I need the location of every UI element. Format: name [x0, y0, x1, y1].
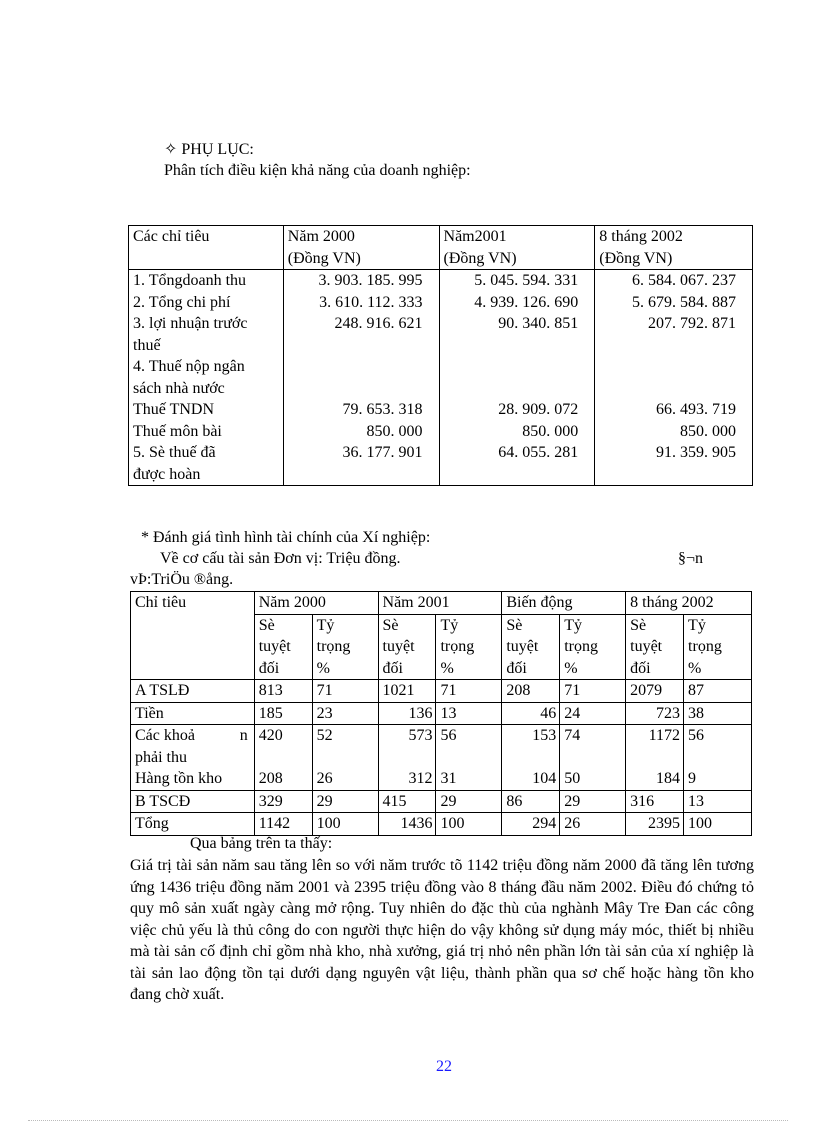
subheader-line: đối	[506, 659, 527, 677]
row-value: 6. 584. 067. 237	[595, 270, 753, 292]
asset-structure-table	[130, 591, 752, 836]
row-value: 100	[312, 813, 378, 836]
income-table-header-row	[129, 226, 753, 270]
diamond-outline-icon: ✧	[164, 141, 178, 158]
row-value	[439, 464, 595, 486]
row-value: 56	[436, 725, 502, 769]
row-label: 2. Tổng chi phí	[129, 292, 284, 314]
row-value	[439, 335, 595, 357]
row-label: được hoàn	[129, 464, 284, 486]
row-value	[595, 356, 753, 378]
subheader-line: %	[440, 659, 454, 677]
row-value: 4. 939. 126. 690	[439, 292, 595, 314]
evaluation-title: * Đánh giá tình hình tài chính của Xí nghiệp:	[141, 529, 431, 546]
row-value: 79. 653. 318	[283, 399, 439, 421]
row-value: 136	[378, 702, 436, 725]
group-header: Biến động	[502, 592, 626, 615]
row-value	[595, 464, 753, 486]
row-label: B TSCĐ	[131, 790, 255, 813]
row-value: 38	[684, 702, 752, 725]
row-value: 3. 903. 185. 995	[283, 270, 439, 292]
asset-table-row	[131, 813, 752, 836]
subheader-absolute	[378, 614, 436, 680]
row-value: 850. 000	[283, 421, 439, 443]
subheader-line: đối	[630, 659, 651, 677]
row-value: 316	[626, 790, 684, 813]
row-value: 29	[560, 790, 626, 813]
row-value: 294	[502, 813, 560, 836]
header-line: (Đồng VN)	[287, 249, 361, 267]
row-value: 415	[378, 790, 436, 813]
income-table	[128, 225, 753, 486]
row-value: 153	[502, 725, 560, 769]
subheader-line: Sè	[382, 616, 399, 634]
header-line: 8 tháng 2002	[599, 228, 683, 245]
asset-table-row	[131, 725, 752, 769]
row-value: 1021	[378, 680, 436, 703]
row-label: 1. Tổngdoanh thu	[129, 270, 284, 292]
subheader-line: tuyệt	[258, 638, 291, 655]
row-value: 24	[560, 702, 626, 725]
income-table-row	[129, 442, 753, 464]
unit-note: Về cơ cấu tài sản Đơn vị: Triệu đồng.	[160, 550, 401, 567]
row-value: 312	[378, 768, 436, 790]
income-table-row	[129, 292, 753, 314]
row-label: A TSLĐ	[131, 680, 255, 703]
row-value: 29	[436, 790, 502, 813]
row-value: 91. 359. 905	[595, 442, 753, 464]
header-line: (Đồng VN)	[599, 249, 673, 267]
label-header: Chỉ tiêu	[131, 592, 255, 680]
row-value: 64. 055. 281	[439, 442, 595, 464]
income-table-row	[129, 313, 753, 335]
row-value	[283, 335, 439, 357]
conclusion-paragraph: Giá trị tài sản năm sau tăng lên so với năm trước tõ 1142 triệu đồng năm 2000 đã tăng lên tương ứng 1436 triệu đồng năm 2001 và 2395 triệu đồng vào 8 tháng đầu năm 2002. Điều đó chứng tỏ quy mô sản xuất ngày càng mở rộng. Tuy nhiên do đặc thù của nghành Mây Tre Đan các công việc chủ yếu là thủ công do con người thực hiện do vậy không sử dụng máy móc, thiết bị nhiều mà tài sản cố định chỉ gồm nhà kho, nhà xưởng, giá trị nhỏ nên phần lớn tài sản của xí nghiệp là tài sản lao động tồn tại dưới dạng nguyên vật liệu, thành phần qua sơ chế hoặc hàng tồn kho đang chờ xuất.	[130, 857, 754, 1003]
section-subtitle: Phân tích điều kiện khả năng của doanh nghiệp:	[164, 162, 471, 179]
page-bottom-divider	[28, 1120, 788, 1121]
income-table-header-cell	[595, 226, 753, 270]
row-value: 248. 916. 621	[283, 313, 439, 335]
income-table-header-cell	[283, 226, 439, 270]
subheader-percent	[560, 614, 626, 680]
row-value: 9	[684, 768, 752, 790]
income-table-row	[129, 464, 753, 486]
header-line: Năm2001	[443, 228, 507, 245]
subheader-line: Tỷ	[440, 616, 459, 634]
row-value: 2395	[626, 813, 684, 836]
asset-table-row	[131, 790, 752, 813]
row-value: 71	[312, 680, 378, 703]
row-value: 2079	[626, 680, 684, 703]
row-value: 207. 792. 871	[595, 313, 753, 335]
row-value	[283, 464, 439, 486]
row-value: 1172	[626, 725, 684, 769]
row-label: sách nhà nước	[129, 378, 284, 400]
row-value: 723	[626, 702, 684, 725]
label-part: Các khoả	[135, 727, 195, 744]
subheader-line: %	[316, 659, 330, 677]
row-label: thuế	[129, 335, 284, 357]
row-label: Thuế môn bài	[129, 421, 284, 443]
income-table-header-cell	[439, 226, 595, 270]
row-value: 50	[560, 768, 626, 790]
row-value: 71	[436, 680, 502, 703]
row-value: 90. 340. 851	[439, 313, 595, 335]
header-line	[133, 248, 283, 270]
conclusion-intro: Qua bảng trên ta thấy:	[190, 835, 333, 852]
group-header: 8 tháng 2002	[626, 592, 752, 615]
row-value: 100	[436, 813, 502, 836]
row-value	[595, 335, 753, 357]
row-label: Tổng	[131, 813, 255, 836]
income-table-row	[129, 356, 753, 378]
row-value: 26	[312, 768, 378, 790]
row-value	[283, 378, 439, 400]
row-value: 13	[684, 790, 752, 813]
row-label: 5. Sè thuế đã	[129, 442, 284, 464]
page-number: 22	[436, 1058, 452, 1075]
row-value: 573	[378, 725, 436, 769]
subheader-absolute	[254, 614, 312, 680]
income-table-row	[129, 399, 753, 421]
subheader-absolute	[626, 614, 684, 680]
subheader-line: %	[688, 659, 702, 677]
subheader-line: Tỷ	[688, 616, 706, 634]
row-label: 3. lợi nhuận trước	[129, 313, 284, 335]
row-value: 87	[684, 680, 752, 703]
header-line: (Đồng VN)	[443, 249, 517, 267]
row-value: 185	[254, 702, 312, 725]
row-value: 52	[312, 725, 378, 769]
row-value: 74	[560, 725, 626, 769]
label-part: n	[239, 727, 248, 744]
row-value: 26	[560, 813, 626, 836]
row-value: 71	[560, 680, 626, 703]
subheader-absolute	[502, 614, 560, 680]
subheader-line: Sè	[630, 616, 647, 634]
row-value: 5. 679. 584. 887	[595, 292, 753, 314]
row-value: 208	[502, 680, 560, 703]
subheader-line: Tỷ	[316, 616, 335, 634]
subheader-percent	[312, 614, 378, 680]
income-table-row	[129, 421, 753, 443]
subheader-line: trọng	[316, 638, 351, 655]
section-heading	[164, 140, 254, 160]
unit-note-garbled: §¬n	[678, 550, 704, 567]
subheader-line: %	[564, 659, 578, 677]
row-value: 29	[312, 790, 378, 813]
asset-table-header-row	[131, 592, 752, 615]
row-label: Hàng tồn kho	[131, 768, 255, 790]
subheader-line: Sè	[506, 616, 523, 634]
row-value: 23	[312, 702, 378, 725]
row-value: 329	[254, 790, 312, 813]
row-value: 31	[436, 768, 502, 790]
income-table-row	[129, 335, 753, 357]
row-value: 56	[684, 725, 752, 769]
subheader-line: đối	[382, 659, 403, 677]
subheader-line: tuyệt	[382, 638, 415, 655]
income-table-row	[129, 378, 753, 400]
row-label: Tiền	[131, 702, 255, 725]
row-value: 104	[502, 768, 560, 790]
header-line: Các chỉ tiêu	[133, 228, 210, 245]
row-value: 5. 045. 594. 331	[439, 270, 595, 292]
row-value: 1142	[254, 813, 312, 836]
row-value: 208	[254, 768, 312, 790]
row-value: 420	[254, 725, 312, 769]
header-line: Năm 2000	[287, 228, 355, 245]
row-value	[283, 356, 439, 378]
subheader-percent	[436, 614, 502, 680]
row-value	[439, 378, 595, 400]
row-label: 4. Thuế nộp ngân	[129, 356, 284, 378]
income-table-header-cell	[129, 226, 284, 270]
row-value: 850. 000	[439, 421, 595, 443]
row-value	[595, 378, 753, 400]
row-value: 13	[436, 702, 502, 725]
label-line	[135, 725, 254, 747]
asset-table-row	[131, 680, 752, 703]
subheader-line: trọng	[688, 638, 722, 655]
group-header: Năm 2001	[378, 592, 502, 615]
group-header: Năm 2000	[254, 592, 378, 615]
row-value: 100	[684, 813, 752, 836]
section-title: PHỤ LỤC:	[181, 141, 254, 158]
asset-table-row	[131, 702, 752, 725]
row-value: 46	[502, 702, 560, 725]
subheader-line: trọng	[564, 638, 599, 655]
row-value: 850. 000	[595, 421, 753, 443]
subheader-percent	[684, 614, 752, 680]
subheader-line: tuyệt	[630, 638, 663, 655]
row-value: 36. 177. 901	[283, 442, 439, 464]
row-value: 184	[626, 768, 684, 790]
income-table-row	[129, 270, 753, 292]
subheader-line: trọng	[440, 638, 475, 655]
row-label: Thuế TNDN	[129, 399, 284, 421]
subheader-line: tuyệt	[506, 638, 539, 655]
row-value: 3. 610. 112. 333	[283, 292, 439, 314]
unit-note-garbled-2: vÞ:TriÖu ®ång.	[130, 571, 234, 588]
subheader-line: Sè	[258, 616, 275, 634]
row-value: 1436	[378, 813, 436, 836]
row-value: 86	[502, 790, 560, 813]
label-line: phải thu	[135, 748, 187, 766]
row-value	[439, 356, 595, 378]
subheader-line: Tỷ	[564, 616, 583, 634]
row-label	[131, 725, 255, 769]
row-value: 28. 909. 072	[439, 399, 595, 421]
subheader-line: đối	[258, 659, 280, 677]
row-value: 813	[254, 680, 312, 703]
row-value: 66. 493. 719	[595, 399, 753, 421]
asset-table-row	[131, 768, 752, 790]
